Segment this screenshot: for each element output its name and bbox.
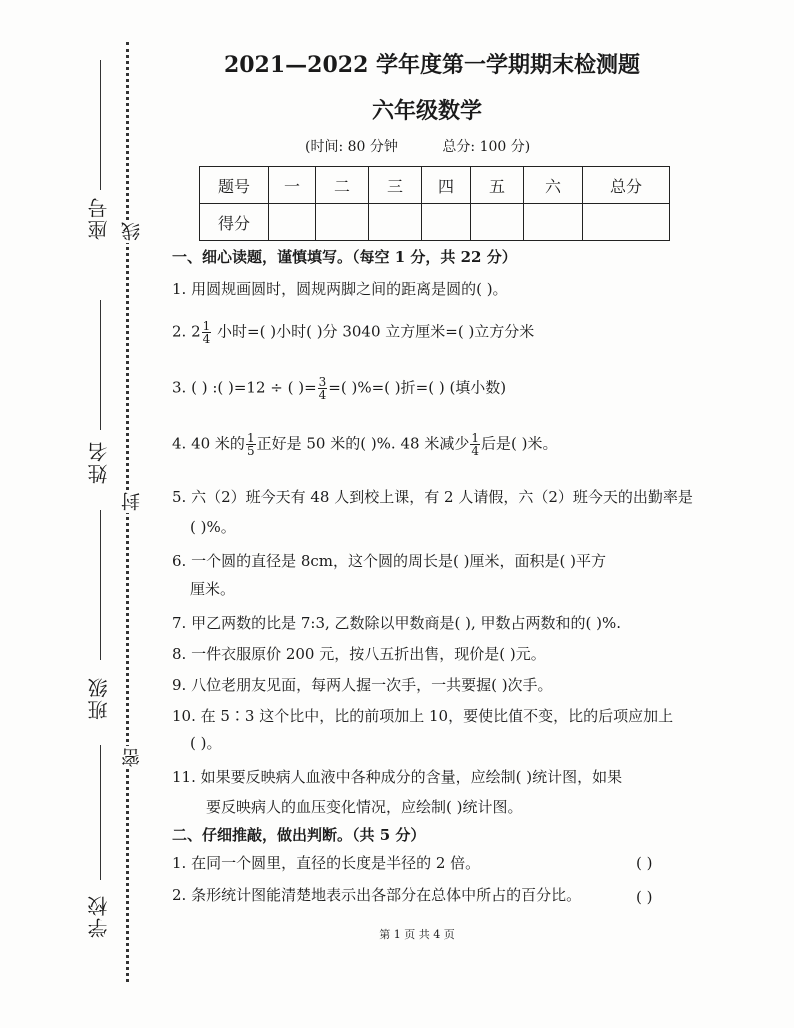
question-1-11a: 11. 如果要反映病人血液中各种成分的含量，应绘制( )统计图，如果 — [172, 768, 623, 786]
score-table-header-row — [200, 167, 670, 204]
fraction-denominator: 4 — [471, 444, 479, 458]
fraction-numerator: 1 — [471, 431, 479, 445]
fraction-denominator: 5 — [246, 444, 255, 458]
score-table-cell: 五 — [471, 167, 524, 204]
exam-time: (时间: 80 分钟 — [305, 139, 398, 155]
judge-answer-blank[interactable]: ( ) — [636, 888, 653, 906]
question-1-5a: 5. 六（2）班今天有 48 人到校上课，有 2 人请假，六（2）班今天的出勤率是 — [172, 488, 693, 506]
score-table — [199, 166, 670, 241]
seal-secret-char: 密 — [118, 746, 145, 769]
fraction-denominator: 4 — [202, 332, 211, 346]
question-1-8: 8. 一件衣服原价 200 元，按八五折出售，现价是( )元。 — [172, 645, 546, 663]
class-line — [100, 745, 101, 880]
q3-text: =( )%=( )折=( ) (填小数) — [328, 378, 507, 397]
score-input-cell[interactable] — [269, 204, 316, 241]
score-table-cell: 题号 — [200, 167, 269, 204]
q4-text-c: 后是( )米。 — [480, 434, 558, 453]
q4-text-a: 4. 40 米的 — [172, 434, 245, 453]
judge-question-1: 1. 在同一个圆里，直径的长度是半径的 2 倍。 — [172, 854, 481, 872]
question-1-3 — [172, 376, 506, 401]
score-input-cell[interactable] — [369, 204, 422, 241]
name-line-lower — [100, 510, 101, 660]
score-table-cell: 总分 — [583, 167, 670, 204]
score-input-cell[interactable] — [316, 204, 369, 241]
score-table-cell: 三 — [369, 167, 422, 204]
question-1-10b: ( )。 — [190, 734, 222, 752]
exam-subtitle: 六年级数学 — [371, 98, 482, 124]
exam-title: 2021—2022 学年度第一学期期末检测题 — [223, 52, 641, 78]
score-table-cell: 四 — [422, 167, 471, 204]
fraction-denominator: 4 — [318, 388, 327, 402]
question-1-5b: ( )%。 — [190, 518, 236, 536]
fraction — [202, 320, 212, 345]
score-input-cell[interactable] — [524, 204, 583, 241]
q3-prefix: 3. ( ) :( )=12 ÷ ( )= — [172, 378, 317, 397]
question-1-11b: 要反映病人的血压变化情况，应绘制( )统计图。 — [206, 798, 523, 816]
exam-total: 总分: 100 分) — [442, 139, 531, 155]
question-1-10a: 10. 在 5∶3 这个比中，比的前项加上 10，要使比值不变，比的后项应加上 — [172, 707, 674, 725]
question-1-4 — [172, 432, 557, 457]
class-label: 班级 — [87, 676, 111, 720]
exam-meta — [305, 136, 530, 156]
question-1-1: 1. 用圆规画圆时，圆规两脚之间的距离是圆的( )。 — [172, 280, 508, 298]
question-1-6a: 6. 一个圆的直径是 8cm，这个圆的周长是( )厘米，面积是( )平方 — [172, 552, 606, 570]
score-table-cell: 二 — [316, 167, 369, 204]
page-footer: 第 1 页 共 4 页 — [379, 928, 455, 941]
seal-seal-char: 封 — [118, 490, 145, 513]
question-1-2 — [172, 320, 534, 345]
score-table-cell: 得分 — [200, 204, 269, 241]
section-1-heading: 一、细心读题，谨慎填写。（每空 1 分，共 22 分） — [172, 248, 517, 266]
fraction-numerator: 3 — [318, 375, 327, 389]
score-input-cell[interactable] — [471, 204, 524, 241]
seal-line-char: 线 — [118, 220, 145, 243]
score-table-score-row — [200, 204, 670, 241]
seat-number-label: 座号 — [87, 196, 111, 240]
fraction-numerator: 1 — [202, 319, 211, 333]
school-label: 学校 — [87, 894, 111, 938]
judge-answer-blank[interactable]: ( ) — [636, 854, 653, 872]
fraction — [318, 376, 328, 401]
score-input-cell[interactable] — [583, 204, 670, 241]
fraction — [246, 432, 256, 457]
score-table-cell: 六 — [524, 167, 583, 204]
question-1-9: 9. 八位老朋友见面，每两人握一次手，一共要握( )次手。 — [172, 676, 553, 694]
score-table-cell: 一 — [269, 167, 316, 204]
q4-text-b: 正好是 50 米的( )%. 48 米减少 — [256, 434, 470, 453]
question-1-7: 7. 甲乙两数的比是 7:3, 乙数除以甲数商是( ), 甲数占两数和的( )%. — [172, 614, 622, 632]
judge-question-2: 2. 条形统计图能清楚地表示出各部分在总体中所占的百分比。 — [172, 886, 582, 904]
score-input-cell[interactable] — [422, 204, 471, 241]
seat-number-line — [100, 60, 101, 190]
section-2-heading: 二、仔细推敲，做出判断。（共 5 分） — [172, 826, 426, 844]
question-1-6b: 厘米。 — [190, 580, 236, 598]
name-label: 姓名 — [87, 440, 111, 484]
fraction-numerator: 1 — [246, 431, 255, 445]
fraction — [470, 432, 480, 457]
q2-text: 小时=( )小时( )分 3040 立方厘米=( )立方分米 — [212, 322, 535, 341]
name-line — [100, 300, 101, 430]
q2-prefix: 2. 2 — [172, 322, 201, 341]
